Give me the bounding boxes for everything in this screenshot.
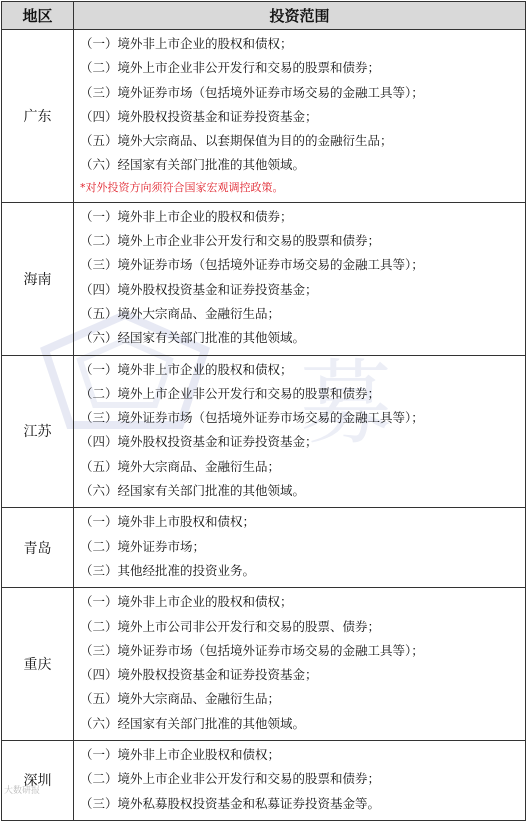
scope-item: （三）境外证券市场（包括境外证券市场交易的金融工具等）； <box>80 84 424 100</box>
header-scope: 投资范围 <box>74 2 526 30</box>
scope-cell <box>74 741 526 821</box>
table-row <box>2 508 526 588</box>
policy-note: *对外投资方向须符合国家宏观调控政策。 <box>80 180 284 194</box>
region-cell: 青岛 <box>2 508 74 588</box>
table-row <box>2 355 526 508</box>
table-row <box>2 741 526 821</box>
footer-watermark: 大数研报 <box>4 786 41 796</box>
scope-item: （四）境外股权投资基金和证券投资基金； <box>80 667 318 683</box>
scope-cell <box>74 588 526 741</box>
region-cell: 海南 <box>2 202 74 355</box>
scope-cell <box>74 355 526 508</box>
scope-item: （二）境外上市企业非公开发行和交易的股票和债券； <box>80 60 381 76</box>
scope-item: （五）境外大宗商品、以套期保值为目的的金融衍生品； <box>80 133 393 149</box>
scope-item: （三）境外证券市场（包括境外证券市场交易的金融工具等）； <box>80 257 424 273</box>
scope-cell <box>74 202 526 355</box>
scope-item: （一）境外非上市企业的股权和债权； <box>80 361 293 377</box>
scope-item: （六）经国家有关部门批准的其他领域。 <box>80 483 306 499</box>
table-row <box>2 30 526 203</box>
scope-item: （六）经国家有关部门批准的其他领域。 <box>80 157 306 173</box>
region-cell: 广东 <box>2 30 74 203</box>
scope-item: （五）境外大宗商品、金融衍生品； <box>80 458 281 474</box>
scope-item: （一）境外非上市企业的股权和债券； <box>80 208 293 224</box>
region-cell: 江苏 <box>2 355 74 508</box>
scope-item: （二）境外上市公司非公开发行和交易的股票、债券； <box>80 618 381 634</box>
scope-item: （四）境外股权投资基金和证券投资基金； <box>80 434 318 450</box>
table-row <box>2 588 526 741</box>
scope-item: （三）境外私募股权投资基金和私募证券投资基金等。 <box>80 795 381 811</box>
table-header-row <box>2 2 526 30</box>
scope-item: （一）境外非上市企业股权和债权； <box>80 747 281 763</box>
scope-item: （二）境外上市企业非公开发行和交易的股票和债券； <box>80 771 381 787</box>
header-region: 地区 <box>2 2 74 30</box>
scope-item: （二）境外上市企业非公开发行和交易的股票和债券； <box>80 233 381 249</box>
region-cell: 重庆 <box>2 588 74 741</box>
table-row <box>2 202 526 355</box>
scope-item: （四）境外股权投资基金和证券投资基金； <box>80 108 318 124</box>
scope-item: （五）境外大宗商品、金融衍生品； <box>80 305 281 321</box>
scope-item: （二）境外上市企业非公开发行和交易的股票和债券； <box>80 385 381 401</box>
scope-cell <box>74 508 526 588</box>
scope-item: （四）境外股权投资基金和证券投资基金； <box>80 281 318 297</box>
scope-item: （三）其他经批准的投资业务。 <box>80 562 256 578</box>
scope-item: （二）境外证券市场； <box>80 538 206 554</box>
investment-scope-table <box>1 1 526 821</box>
region-cell: 深圳 <box>2 741 74 821</box>
scope-item: （一）境外非上市企业的股权和债权； <box>80 36 293 51</box>
scope-item: （五）境外大宗商品、金融衍生品； <box>80 691 281 707</box>
scope-item: （六）经国家有关部门批准的其他领域。 <box>80 330 306 346</box>
scope-item: （一）境外非上市企业的股权和债权； <box>80 594 293 610</box>
scope-item: （三）境外证券市场（包括境外证券市场交易的金融工具等）； <box>80 642 424 658</box>
scope-cell <box>74 30 526 203</box>
watermark-char: 募 <box>300 350 393 457</box>
scope-item: （三）境外证券市场（包括境外证券市场交易的金融工具等）； <box>80 410 424 426</box>
scope-item: （六）经国家有关部门批准的其他领域。 <box>80 715 306 731</box>
scope-item: （一）境外非上市股权和债权； <box>80 514 256 530</box>
